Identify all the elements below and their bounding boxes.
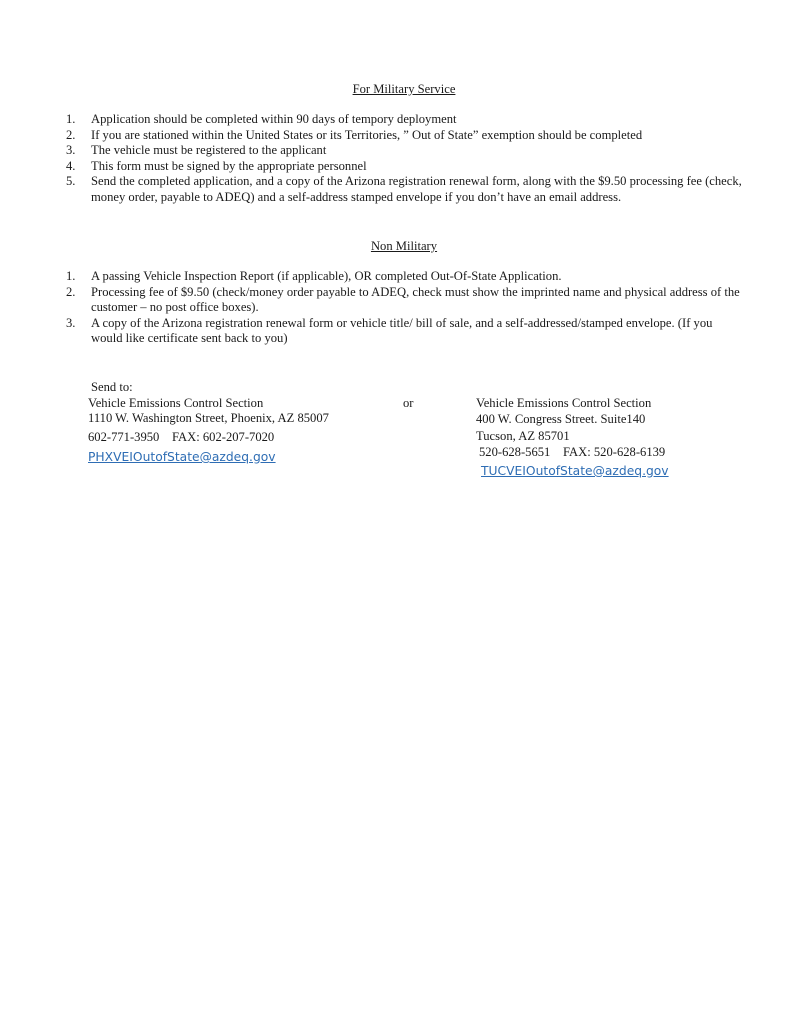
list-item [66,285,746,316]
list-item-text: A passing Vehicle Inspection Report (if applicable), OR completed Out-Of-State Application. [91,269,562,283]
list-item [66,159,746,175]
tucson-street-address: 400 W. Congress Street. Suite140 [476,411,646,426]
tucson-phone: 520-628-5651 [479,444,551,459]
phoenix-phone: 602-771-3950 [88,429,160,444]
list-item [66,143,746,159]
send-to-label: Send to: [91,380,133,394]
military-section-heading: For Military Service [352,82,456,96]
tucson-email-link[interactable]: TUCVEIOutofState@azdeq.gov [481,464,669,478]
list-number: 4. [66,158,76,173]
list-number: 1. [66,269,76,283]
phoenix-fax: FAX: 602-207-7020 [171,429,275,444]
non-military-requirements-list [66,269,746,347]
list-number: 3. [66,143,76,157]
phoenix-office-name: Vehicle Emissions Control Section [88,395,264,410]
list-number: 5. [66,174,76,188]
list-number: 2. [66,127,76,142]
list-item [66,128,746,144]
phoenix-email-link[interactable]: PHXVEIOutofState@azdeq.gov [88,450,276,464]
list-item-text: Send the completed application, and a copy of the Arizona registration renewal form, along with the $9.50 processing fee (check, money order, payable to ADEQ) and a self-address stamped envelope if you don’t have an email address. [91,174,742,204]
list-item [66,112,746,128]
list-item-text: The vehicle must be registered to the applicant [91,143,327,157]
non-military-section-heading: Non Military [370,239,438,253]
phoenix-phone-fax [88,430,329,446]
or-separator: or [403,396,414,410]
tucson-office-name: Vehicle Emissions Control Section [476,396,652,410]
military-requirements-list [66,112,746,205]
list-number: 2. [66,284,76,299]
list-number: 3. [66,315,76,330]
list-item [66,316,746,347]
list-item [66,269,746,285]
list-item-text: A copy of the Arizona registration renewal form or vehicle title/ bill of sale, and a self-addressed/stamped envelope. (If you would like certificate sent back to you) [91,315,713,345]
tucson-fax: FAX: 520-628-6139 [562,444,666,459]
tucson-address-block [476,396,669,480]
list-item-text: This form must be signed by the appropriate personnel [91,158,367,173]
phoenix-street-address: 1110 W. Washington Street, Phoenix, AZ 85007 [88,411,329,425]
list-number: 1. [66,112,76,126]
tucson-phone-fax [479,445,669,461]
phoenix-address-block [88,380,329,466]
tucson-city: Tucson, AZ 85701 [476,429,570,443]
list-item [66,174,746,205]
list-item-text: Processing fee of $9.50 (check/money order payable to ADEQ, check must show the imprinted name and physical address of the customer – no post office boxes). [91,284,740,314]
list-item-text: Application should be completed within 90 days of tempory deployment [91,112,457,126]
list-item-text: If you are stationed within the United States or its Territories, ” Out of State” exemption should be completed [91,127,643,142]
